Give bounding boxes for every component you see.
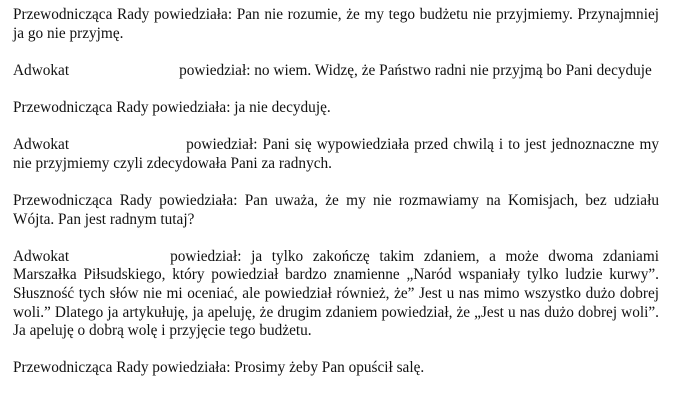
- speaker-label: Adwokat: [13, 136, 70, 154]
- paragraph-chair-4: Przewodnicząca Rady powiedziała: Prosimy żeby Pan opuścił salę.: [13, 359, 425, 377]
- paragraph-advocate-3: [13, 248, 659, 341]
- document-page: [13, 6, 659, 396]
- paragraph-chair-2: Przewodnicząca Rady powiedziała: ja nie decyduję.: [13, 98, 331, 116]
- paragraph-text: powiedział: no wiem. Widzę, że Państwo radni nie przyjmą bo Pani decyduje: [179, 61, 652, 79]
- speaker-label: Adwokat: [13, 247, 70, 265]
- paragraph-text: powiedział: ja tylko zakończę takim zdaniem, a może dwoma zdaniami Marszałka Piłsudskiego, który powiedział bardzo znamienne „Naród wspaniały tylko ludzie kurwy”. Słuszność tych słów nie mi oceniać, ale powiedział również, że” Jest u nas mimo wszystko dużo dobrej woli.” Dlatego ja artykułuję, ja apeluję, że drugim zdaniem powiedział, że „Jest u nas dużo dobrej woli”. Ja apeluję o dobrą wolę i przyjęcie tego budżetu.: [13, 247, 659, 340]
- paragraph-chair-3: Przewodnicząca Rady powiedziała: Pan uważa, że my nie rozmawiamy na Komisjach, bez udziału Wójta. Pan jest radnym tutaj?: [13, 191, 659, 228]
- speaker-label: Adwokat: [13, 61, 70, 79]
- paragraph-advocate-2: [13, 136, 659, 173]
- paragraph-text: powiedział: Pani się wypowiedziała przed chwilą i to jest jednoznaczne my nie przyjmiemy czyli zdecydowała Pani za radnych.: [13, 136, 659, 172]
- paragraph-advocate-1: [13, 62, 659, 81]
- paragraph-chair-1: Przewodnicząca Rady powiedziała: Pan nie rozumie, że my tego budżetu nie przyjmiemy. Przynajmniej ja go nie przyjmę.: [13, 6, 659, 42]
